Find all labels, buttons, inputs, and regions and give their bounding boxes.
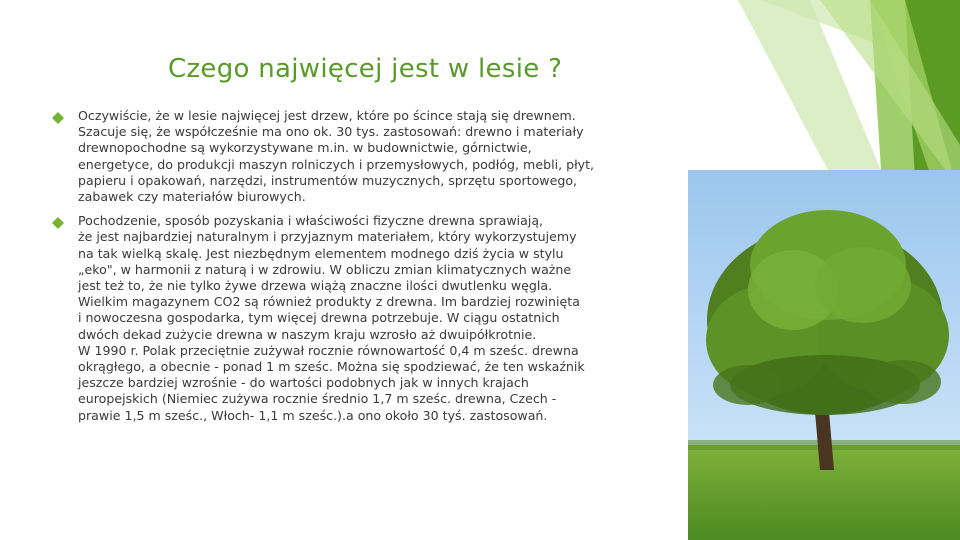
diamond-bullet-icon xyxy=(52,217,64,229)
bullet-text: Oczywiście, że w lesie najwięcej jest drzew, które po ścince stają się drewnem. Szacuje się, że współcześnie ma ono ok. 30 tys. zastosowań: drewno i materiały drewnopochodne są wykorzystywane m.in. w budownictwie, górnictwie, energetyce, do produkcji maszyn rolniczych i przemysłowych, podłóg, mebli, płyt, papieru i opakowań, narzędzi, instrumentów muzycznych, sprzętu sportowego, zabawek czy materiałów biurowych. xyxy=(78,108,595,205)
list-item xyxy=(52,213,714,424)
slide-title: Czego najwięcej jest w lesie ? xyxy=(168,54,563,84)
tree-photo xyxy=(688,170,960,540)
diamond-bullet-icon xyxy=(52,112,64,124)
list-item xyxy=(52,108,714,205)
bullet-list xyxy=(52,108,714,432)
bullet-text: Pochodzenie, sposób pozyskania i właściwości fizyczne drewna sprawiają, że jest najbardziej naturalnym i przyjaznym materiałem, który wykorzystujemy na tak wielką skalę. Jest niezbędnym elementem modnego dziś życia w stylu „eko", w harmonii z naturą i w zdrowiu. W obliczu zmian klimatycznych ważne jest też to, że nie tylko żywe drzewa wiążą znaczne ilości dwutlenku węgla. Wielkim magazynem CO2 są również produkty z drewna. Im bardziej rozwinięta i nowoczesna gospodarka, tym więcej drewna potrzebuje. W ciągu ostatnich dwóch dekad zużycie drewna w naszym kraju wzrosło aż dwuipółkrotnie. W 1990 r. Polak przeciętnie zużywał rocznie równowartość 0,4 m sześc. drewna okrągłego, a obecnie - ponad 1 m sześc. Można się spodziewać, że ten wskaźnik jeszcze bardziej wzrośnie - do wartości podobnych jak w innych krajach europejskich (Niemiec zużywa rocznie średnio 1,7 m sześc. drewna, Czech - prawie 1,5 m sześc., Włoch- 1,1 m sześc.).a ono około 30 tyś. zastosowań. xyxy=(78,213,585,423)
